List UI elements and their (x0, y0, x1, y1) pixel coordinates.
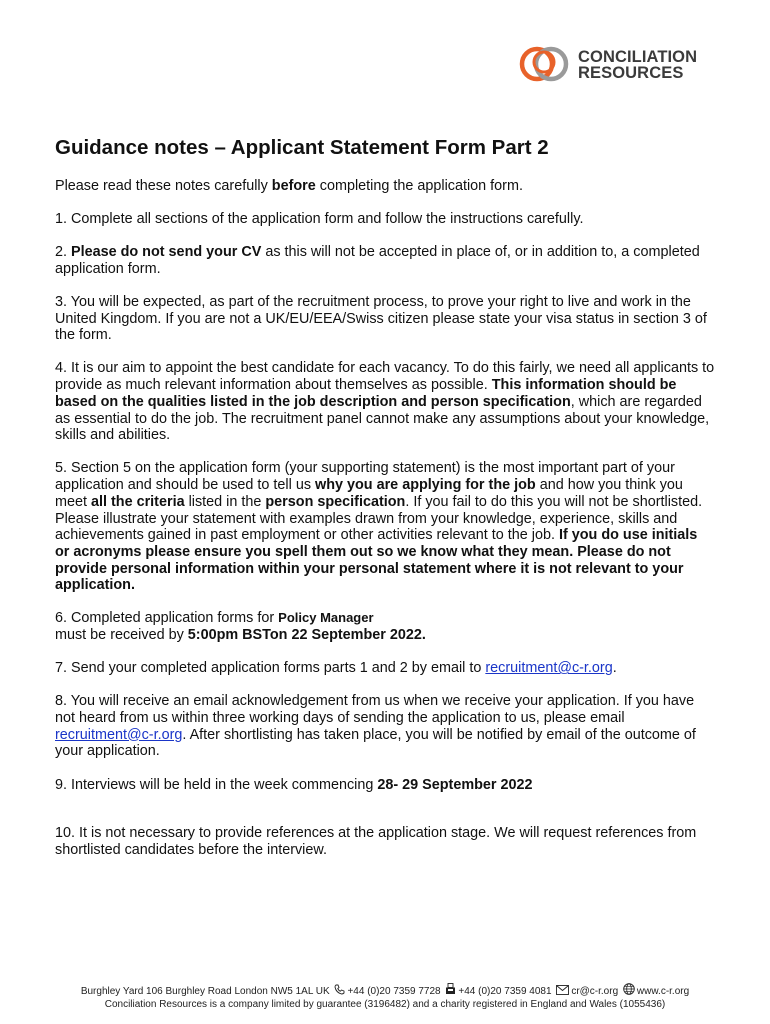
note-8: 8. You will receive an email acknowledgement from us when we receive your application. If you have not heard from us within three working days of sending the application to us, please email recruitment@c-r.org. After shortlisting has taken place, you will be notified by email of the outcome of your application. (55, 693, 696, 760)
recruitment-email-link-2[interactable]: recruitment@c-r.org (55, 726, 183, 743)
note-6: 6. Completed application forms for Policy Manager must be received by 5:00pm BSTon 22 September 2022. (55, 610, 426, 644)
envelope-icon (556, 985, 569, 995)
note-9: 9. Interviews will be held in the week commencing 28- 29 September 2022 (55, 776, 533, 793)
role-name: Policy Manager (278, 610, 374, 626)
intro-paragraph: Please read these notes carefully before completing the application form. (55, 178, 523, 194)
note-10: 10. It is not necessary to provide references at the application stage. We will request references from shortlisted candidates before the interview. (55, 825, 697, 858)
footer-phone: +44 (0)20 7359 7728 (347, 986, 441, 997)
rings-logo-icon (518, 40, 578, 86)
footer-address: Burghley Yard 106 Burghley Road London NW5 1AL UK (80, 986, 330, 997)
logo-line-1: CONCILIATION (578, 48, 698, 66)
note-4: 4. It is our aim to appoint the best candidate for each vacancy. To do this fairly, we need all applicants to provide as much relevant information about themselves as possible. This information should be based on the qualities listed in the job description and person specification, which are regarded as essential to do the job. The recruitment panel cannot make any assumptions about your knowledge, skills and abilities. (55, 360, 715, 444)
footer-email: cr@c-r.org (571, 986, 619, 997)
note-1: 1. Complete all sections of the application form and follow the instructions carefully. (55, 211, 584, 228)
phone-icon (334, 984, 345, 995)
note-2: 2. Please do not send your CV as this will not be accepted in place of, or in addition to, a completed application form. (55, 244, 700, 277)
globe-icon (623, 983, 635, 995)
footer-legal-line: Conciliation Resources is a company limited by guarantee (3196482) and a charity registered in England and Wales (1055436) (104, 998, 666, 1010)
deadline: 5:00pm BSTon 22 September 2022. (187, 627, 426, 644)
note-5: 5. Section 5 on the application form (your supporting statement) is the most important part of your application and should be used to tell us why you are applying for the job and how you think you meet all the criteria listed in the person specification. If you fail to do this you will not be shortlisted. Please illustrate your statement with examples drawn from your knowledge, experience, skills and achievements gained in past employment or other activities relevant to the job. If you do use initials or acronyms please ensure you spell them out so we know what they mean. Please do not provide personal information within your personal statement where it is not relevant to your application. (55, 460, 703, 594)
page-footer (0, 983, 770, 1011)
fax-icon (445, 983, 456, 995)
page-title: Guidance notes – Applicant Statement Form Part 2 (55, 136, 549, 159)
logo-line-2: RESOURCES (578, 64, 684, 82)
footer-fax: +44 (0)20 7359 4081 (458, 986, 552, 997)
interview-dates: 28- 29 September 2022 (377, 776, 533, 793)
footer-contact-line (0, 983, 770, 999)
guidance-notes (55, 178, 715, 875)
note-3: 3. You will be expected, as part of the recruitment process, to prove your right to live and work in the United Kingdom. If you are not a UK/EU/EEA/Swiss citizen please state your visa status in section 3 of the form. (55, 293, 707, 344)
conciliation-resources-logo (518, 40, 718, 86)
note-7: 7. Send your completed application forms parts 1 and 2 by email to recruitment@c-r.org. (55, 660, 617, 677)
recruitment-email-link[interactable]: recruitment@c-r.org (485, 660, 613, 677)
footer-website: www.c-r.org (636, 986, 690, 997)
